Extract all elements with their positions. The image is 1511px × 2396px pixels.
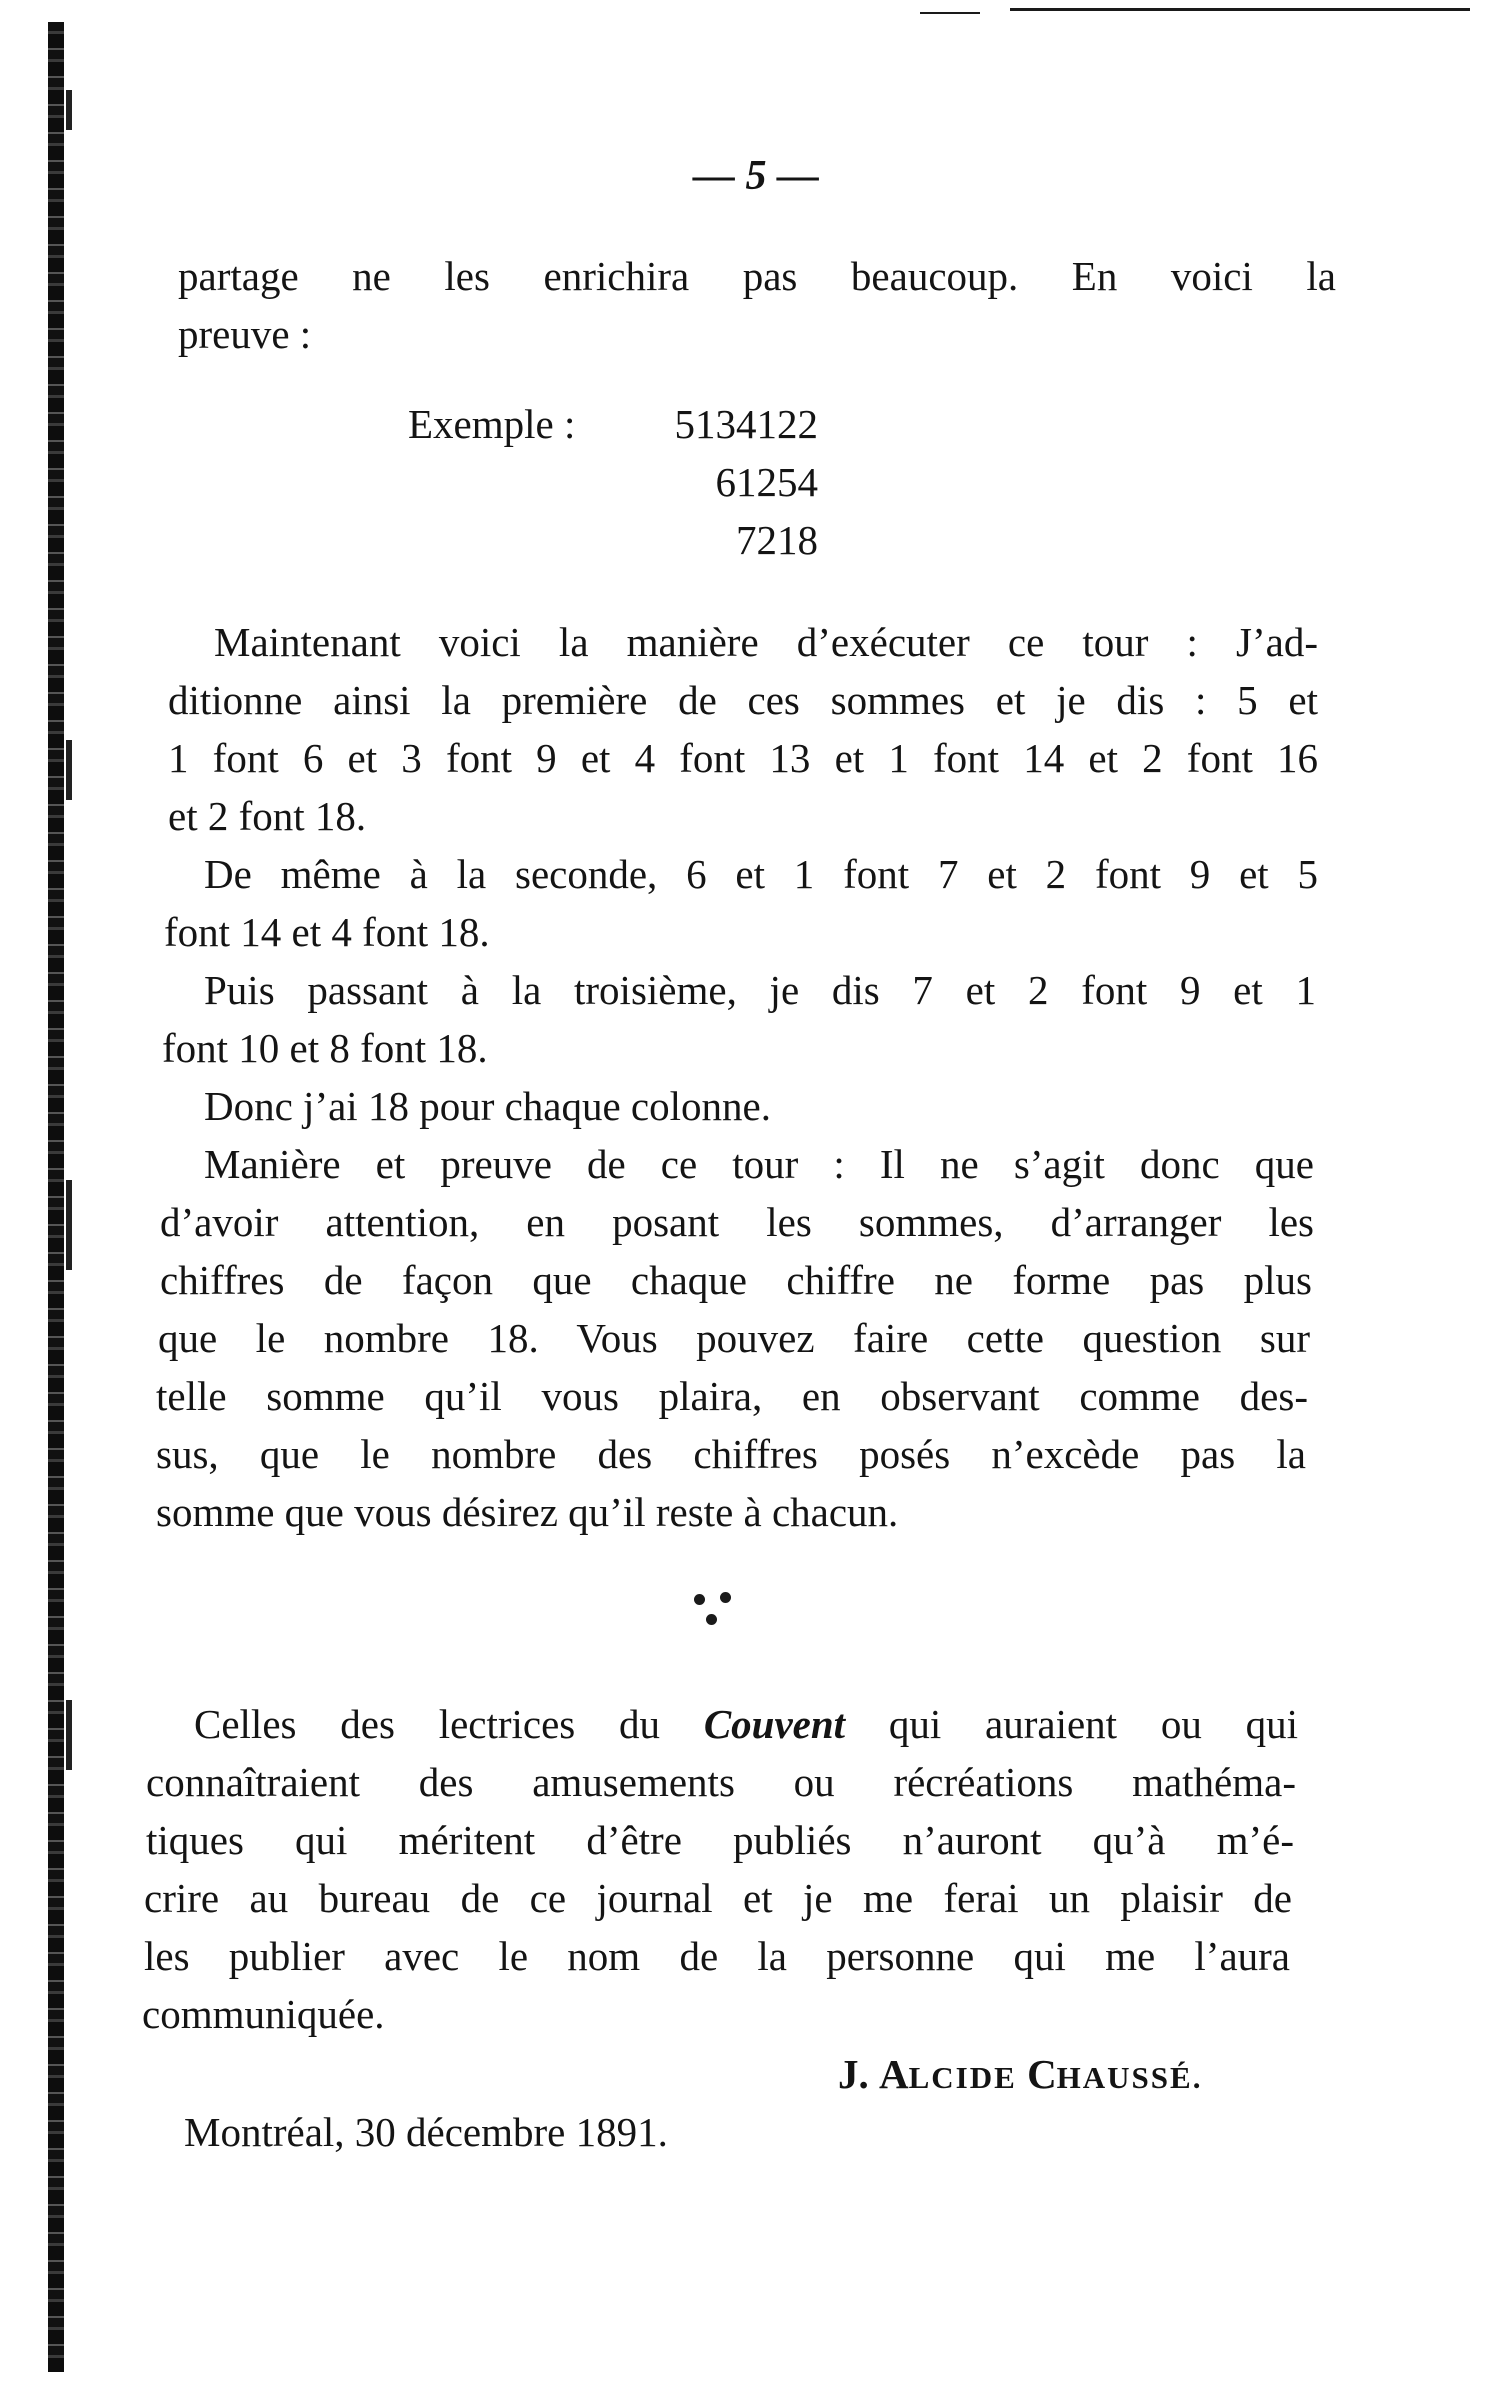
paragraph-line: partage ne les enrichira pas beaucoup. En voici la xyxy=(178,253,1336,299)
example-label: Exemple : xyxy=(408,401,576,447)
signature xyxy=(838,2050,1202,2102)
paragraph-line: communiquée. xyxy=(142,1991,385,2037)
closing-text: Celles des lectrices du xyxy=(194,1701,661,1747)
example-number: 5134122 xyxy=(674,401,818,447)
paragraph-line: Donc j’ai 18 pour chaque colonne. xyxy=(204,1083,771,1129)
paragraph-line: ditionne ainsi la première de ces sommes et je dis : 5 et xyxy=(168,677,1318,723)
paragraph-line: que le nombre 18. Vous pouvez faire cette question sur xyxy=(158,1315,1310,1361)
example-number: 61254 xyxy=(715,459,818,505)
example-number: 7218 xyxy=(736,517,818,563)
paragraph-line: chiffres de façon que chaque chiffre ne forme pas plus xyxy=(160,1257,1312,1303)
binding-speck xyxy=(66,740,72,800)
paragraph-line: Maintenant voici la manière d’exécuter ce tour : J’ad- xyxy=(214,619,1318,665)
paragraph-line: 1 font 6 et 3 font 9 et 4 font 13 et 1 font 14 et 2 font 16 xyxy=(168,735,1318,781)
signature-last-cap: C xyxy=(1027,2051,1057,2097)
closing-text: qui auraient ou qui xyxy=(888,1701,1299,1747)
binding-speck xyxy=(66,1700,72,1770)
binding-edge xyxy=(48,22,64,2372)
paragraph-line xyxy=(194,1700,1298,1748)
signature-first-rest: LCIDE xyxy=(908,2060,1017,2095)
paragraph-line: De même à la seconde, 6 et 1 font 7 et 2 font 9 et 5 xyxy=(204,851,1318,897)
binding-speck xyxy=(66,90,72,130)
paragraph-line: Manière et preuve de ce tour : Il ne s’agit donc que xyxy=(204,1141,1314,1187)
paragraph-line: telle somme qu’il vous plaira, en observant comme des- xyxy=(156,1373,1308,1419)
paragraph-line: font 14 et 4 font 18. xyxy=(164,909,490,955)
paragraph-line: et 2 font 18. xyxy=(168,793,367,839)
paragraph-line: Puis passant à la troisième, je dis 7 et 2 font 9 et 1 xyxy=(204,967,1316,1013)
paragraph-line: connaîtraient des amusements ou récréations mathéma- xyxy=(146,1759,1296,1805)
paragraph-line: sus, que le nombre des chiffres posés n’excède pas la xyxy=(156,1431,1306,1477)
paragraph-line: crire au bureau de ce journal et je me ferai un plaisir de xyxy=(144,1875,1292,1921)
dateline: Montréal, 30 décembre 1891. xyxy=(184,2109,668,2155)
paragraph-line: preuve : xyxy=(178,311,312,357)
paragraph-line: somme que vous désirez qu’il reste à chacun. xyxy=(156,1489,899,1535)
paragraph-line: les publier avec le nom de la personne qui me l’aura xyxy=(144,1933,1290,1979)
signature-first-cap: A xyxy=(879,2051,909,2097)
page-number: — 5 — xyxy=(693,153,819,199)
paragraph-line: tiques qui méritent d’être publiés n’auront qu’à m’é- xyxy=(146,1817,1294,1863)
asterism-ornament xyxy=(688,1582,748,1642)
binding-speck xyxy=(66,1180,72,1270)
paragraph-line: d’avoir attention, en posant les sommes, d’arranger les xyxy=(160,1199,1314,1245)
paragraph-line: font 10 et 8 font 18. xyxy=(162,1025,488,1071)
journal-title: Couvent xyxy=(703,1701,846,1747)
signature-last-rest: HAUSSÉ. xyxy=(1056,2060,1203,2095)
top-rule xyxy=(920,12,980,14)
top-rule xyxy=(1010,8,1470,11)
signature-initial: J. xyxy=(838,2051,869,2097)
